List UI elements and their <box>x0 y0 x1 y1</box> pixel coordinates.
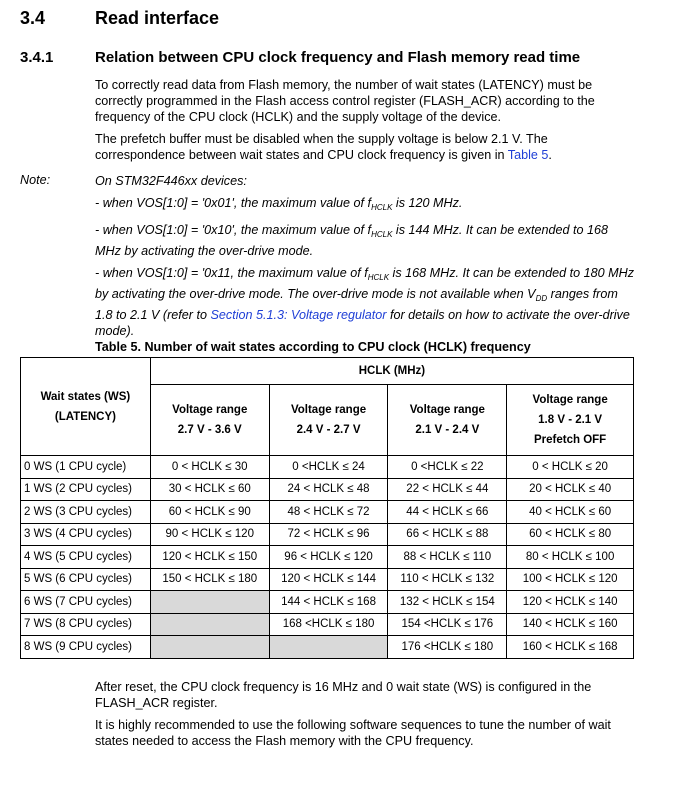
hclk-range-cell: 0 < HCLK ≤ 30 <box>150 456 269 479</box>
hclk-range-cell <box>150 636 269 659</box>
outro-text <box>95 679 630 755</box>
wait-state-cell: 1 WS (2 CPU cycles) <box>21 478 151 501</box>
hclk-range-cell: 110 < HCLK ≤ 132 <box>388 568 507 591</box>
intro-paragraph-2 <box>95 131 630 163</box>
note-label: Note: <box>20 173 51 187</box>
hclk-range-cell: 40 < HCLK ≤ 60 <box>507 501 634 524</box>
wait-state-cell: 5 WS (6 CPU cycles) <box>21 568 151 591</box>
note-l1a: - when VOS[1:0] = '0x01', the maximum value of f <box>95 196 372 210</box>
note-l3d: for details on how to activate the over-drive mode). <box>95 308 630 338</box>
note-l3-sub: HCLK <box>367 273 390 282</box>
table-row <box>21 613 634 636</box>
hclk-range-cell: 120 < HCLK ≤ 144 <box>269 568 388 591</box>
hclk-range-cell: 0 <HCLK ≤ 22 <box>388 456 507 479</box>
table-row <box>21 478 634 501</box>
hclk-range-cell: 120 < HCLK ≤ 150 <box>150 546 269 569</box>
hclk-range-cell <box>269 636 388 659</box>
hclk-range-cell: 100 < HCLK ≤ 120 <box>507 568 634 591</box>
table-row <box>21 568 634 591</box>
note-l3a: - when VOS[1:0] = '0x11, the maximum value of f <box>95 266 368 280</box>
hclk-range-cell: 22 < HCLK ≤ 44 <box>388 478 507 501</box>
intro-paragraph-1: To correctly read data from Flash memory, the number of wait states (LATENCY) must be correctly programmed in the Flash access control register (FLASH_ACR) according to the frequency of the CPU clock (HCLK) and the supply voltage of the device. <box>95 78 595 124</box>
ws-header <box>21 358 151 456</box>
note-line-3 <box>95 265 635 339</box>
col-header-l1: Voltage range <box>172 404 248 416</box>
note-body <box>95 173 635 345</box>
hclk-range-cell: 66 < HCLK ≤ 88 <box>388 523 507 546</box>
hclk-range-cell: 140 < HCLK ≤ 160 <box>507 613 634 636</box>
outro-paragraph-1: After reset, the CPU clock frequency is 16 MHz and 0 wait state (WS) is configured in the FLASH_ACR register. <box>95 680 592 710</box>
note-l3b: is 168 MHz. It can be extended to 180 MHz by activating the over-drive mode. The over-drive mode is not available when V <box>95 266 635 301</box>
table-row <box>21 456 634 479</box>
hclk-header: HCLK (MHz) <box>150 358 633 385</box>
note-line-2 <box>95 222 635 259</box>
hclk-range-cell: 168 <HCLK ≤ 180 <box>269 613 388 636</box>
ws-header-line-1: Wait states (WS) <box>40 390 131 403</box>
hclk-range-cell: 44 < HCLK ≤ 66 <box>388 501 507 524</box>
intro-p2-text: The prefetch buffer must be disabled when the supply voltage is below 2.1 V. The correspondence between wait states and CPU clock frequency is given in <box>95 132 548 162</box>
col-header-l2: 2.7 V - 3.6 V <box>177 424 242 436</box>
wait-state-cell: 0 WS (1 CPU cycle) <box>21 456 151 479</box>
wait-state-cell: 3 WS (4 CPU cycles) <box>21 523 151 546</box>
col-header-l2: 2.4 V - 2.7 V <box>296 424 361 436</box>
hclk-range-cell: 90 < HCLK ≤ 120 <box>150 523 269 546</box>
col-header-l2: 2.1 V - 2.4 V <box>415 424 480 436</box>
hclk-range-cell: 96 < HCLK ≤ 120 <box>269 546 388 569</box>
col-header-l1: Voltage range <box>290 404 367 416</box>
hclk-range-cell: 160 < HCLK ≤ 168 <box>507 636 634 659</box>
table-row <box>21 546 634 569</box>
ws-header-line-2: (LATENCY) <box>54 410 116 423</box>
table-body <box>21 456 634 659</box>
wait-state-cell: 6 WS (7 CPU cycles) <box>21 591 151 614</box>
subsection-title: Relation between CPU clock frequency and Flash memory read time <box>95 49 581 66</box>
hclk-range-cell: 60 < HCLK ≤ 80 <box>507 523 634 546</box>
col-header-l2: 1.8 V - 2.1 V <box>538 414 603 426</box>
note-line-1 <box>95 195 635 216</box>
hclk-range-cell: 24 < HCLK ≤ 48 <box>269 478 388 501</box>
col-header-l1: Voltage range <box>532 394 608 406</box>
table-caption: Table 5. Number of wait states according to CPU clock (HCLK) frequency <box>95 340 531 354</box>
hclk-range-cell: 60 < HCLK ≤ 90 <box>150 501 269 524</box>
outro-paragraph-2: It is highly recommended to use the following software sequences to tune the number of wait states needed to access the Flash memory with the CPU frequency. <box>95 718 611 748</box>
hclk-range-cell: 20 < HCLK ≤ 40 <box>507 478 634 501</box>
hclk-range-cell: 80 < HCLK ≤ 100 <box>507 546 634 569</box>
wait-states-table <box>20 357 634 659</box>
wait-state-cell: 8 WS (9 CPU cycles) <box>21 636 151 659</box>
hclk-range-cell: 0 < HCLK ≤ 20 <box>507 456 634 479</box>
column-header <box>269 385 388 456</box>
intro-p2-end: . <box>548 148 552 162</box>
intro-text <box>95 77 630 169</box>
hclk-range-cell: 0 <HCLK ≤ 24 <box>269 456 388 479</box>
hclk-range-cell <box>150 591 269 614</box>
hclk-range-cell: 30 < HCLK ≤ 60 <box>150 478 269 501</box>
note-l1b: is 120 MHz. <box>392 196 463 210</box>
hclk-range-cell: 48 < HCLK ≤ 72 <box>269 501 388 524</box>
hclk-range-cell: 150 < HCLK ≤ 180 <box>150 568 269 591</box>
hclk-range-cell: 144 < HCLK ≤ 168 <box>269 591 388 614</box>
column-header <box>388 385 507 456</box>
hclk-range-cell: 120 < HCLK ≤ 140 <box>507 591 634 614</box>
note-l3-sub2: DD <box>535 294 548 303</box>
note-head: On STM32F446xx devices: <box>95 174 247 188</box>
note-l2b: is 144 MHz. It can be extended to 168 MHz by activating the over-drive mode. <box>95 223 609 258</box>
table-row <box>21 523 634 546</box>
hclk-range-cell: 72 < HCLK ≤ 96 <box>269 523 388 546</box>
hclk-range-cell: 154 <HCLK ≤ 176 <box>388 613 507 636</box>
column-header <box>150 385 269 456</box>
hclk-range-cell: 88 < HCLK ≤ 110 <box>388 546 507 569</box>
note-l3c: ranges from 1.8 to 2.1 V (refer to <box>95 287 618 322</box>
note-l1-sub: HCLK <box>371 203 393 212</box>
note-l2-sub: HCLK <box>371 230 393 239</box>
table-header-row-1 <box>21 358 634 385</box>
col-header-l3: Prefetch OFF <box>534 434 607 446</box>
table-row <box>21 636 634 659</box>
note-l2a: - when VOS[1:0] = '0x10', the maximum value of f <box>95 223 372 237</box>
hclk-range-cell: 132 < HCLK ≤ 154 <box>388 591 507 614</box>
table-row <box>21 591 634 614</box>
section-title: Read interface <box>95 8 220 28</box>
table5-link[interactable]: Table 5 <box>507 148 549 162</box>
column-header <box>507 385 634 456</box>
table-row <box>21 501 634 524</box>
section-number: 3.4 <box>20 8 46 28</box>
subsection-number: 3.4.1 <box>20 49 54 66</box>
wait-state-cell: 4 WS (5 CPU cycles) <box>21 546 151 569</box>
hclk-range-cell <box>150 613 269 636</box>
wait-state-cell: 2 WS (3 CPU cycles) <box>21 501 151 524</box>
wait-state-cell: 7 WS (8 CPU cycles) <box>21 613 151 636</box>
hclk-range-cell: 176 <HCLK ≤ 180 <box>388 636 507 659</box>
col-header-l1: Voltage range <box>409 404 485 416</box>
section-5-1-3-link[interactable]: Section 5.1.3: Voltage regulator <box>210 308 387 322</box>
